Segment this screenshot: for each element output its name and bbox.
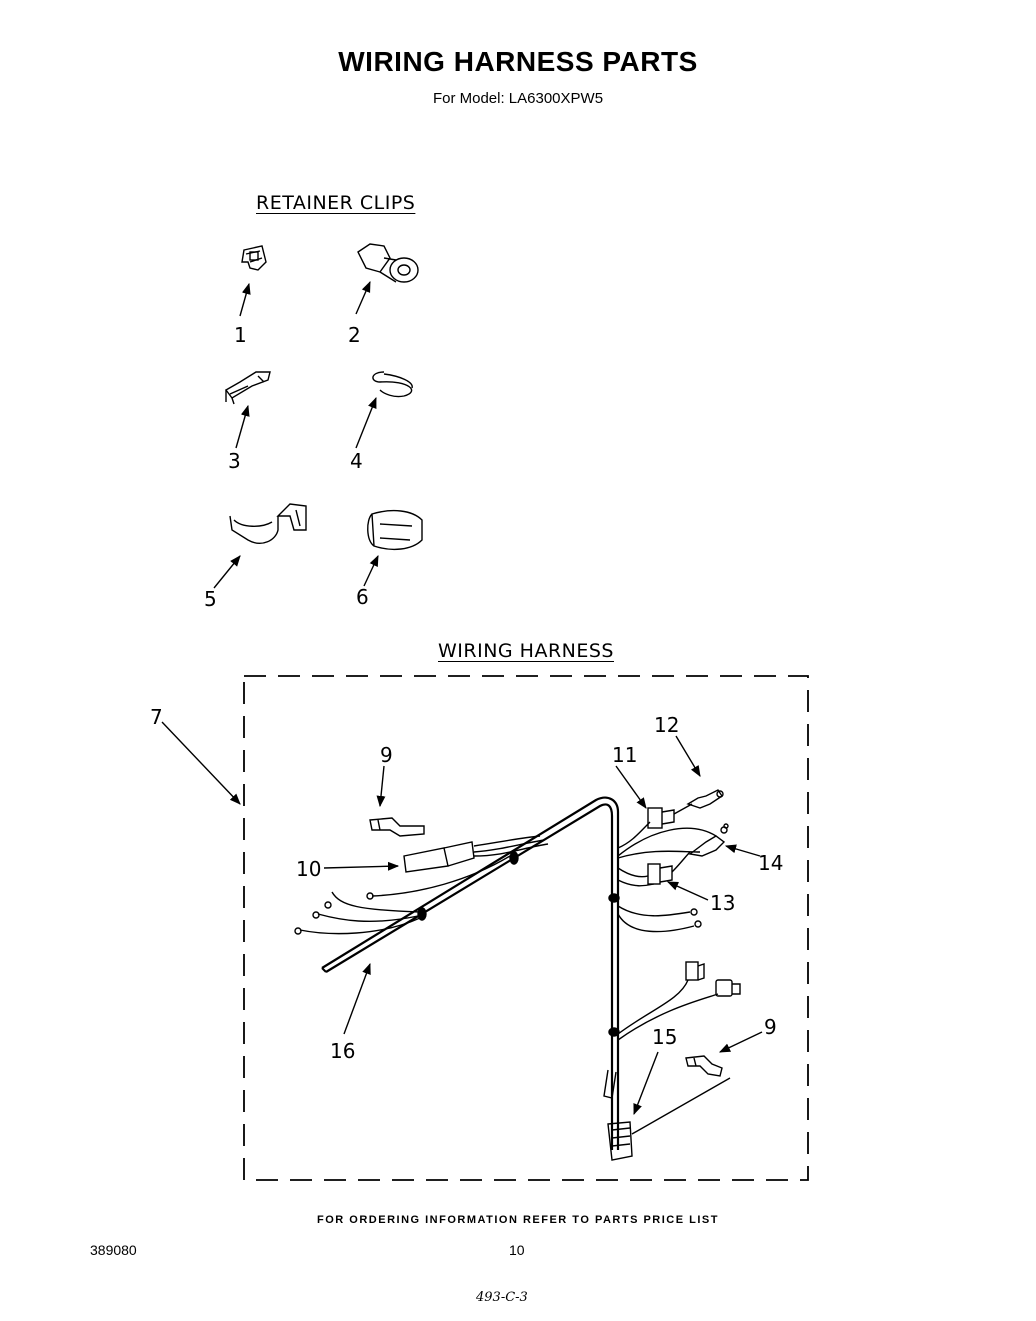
- model-subtitle: For Model: LA6300XPW5: [432, 90, 604, 107]
- harness-boundary-box: [244, 676, 808, 1180]
- retainer-clip-4-icon: [373, 372, 412, 397]
- terminal-14-branch: [618, 824, 728, 858]
- middle-right-wires: [618, 906, 701, 932]
- retainer-clips-heading: RETAINER CLIPS: [256, 192, 416, 214]
- wiring-harness-heading: WIRING HARNESS: [438, 640, 614, 662]
- connector-15: [608, 1078, 730, 1160]
- retainer-clip-2-icon: [358, 244, 418, 282]
- callout-1: 1: [234, 323, 247, 347]
- callout-10: 10: [296, 857, 322, 881]
- terminal-9-upper: [370, 818, 424, 836]
- page-title: WIRING HARNESS PARTS: [338, 46, 698, 77]
- callout-3: 3: [228, 449, 241, 473]
- document-number: 389080: [90, 1242, 137, 1258]
- handwritten-code: 493-C-3: [476, 1290, 528, 1305]
- callout-14: 14: [758, 851, 784, 875]
- connector-13-branch: [618, 852, 690, 886]
- callout-13: 13: [710, 891, 736, 915]
- callout-2: 2: [348, 323, 361, 347]
- callout-7: 7: [150, 705, 163, 729]
- connector-11-branch: [618, 804, 692, 848]
- retainer-clip-1-icon: [242, 246, 266, 270]
- callout-9-lower: 9: [764, 1015, 777, 1039]
- callout-5: 5: [204, 587, 217, 611]
- callout-9-upper: 9: [380, 743, 393, 767]
- callout-6: 6: [356, 585, 369, 609]
- callout-11: 11: [612, 743, 638, 767]
- lower-right-connectors: [618, 962, 740, 1040]
- callout-15: 15: [652, 1025, 678, 1049]
- retainer-clip-5-icon: [230, 504, 306, 543]
- terminal-9-lower: [686, 1056, 722, 1076]
- callout-12: 12: [654, 713, 680, 737]
- terminal-12: [688, 790, 723, 808]
- callout-16: 16: [330, 1039, 356, 1063]
- retainer-clip-6-icon: [368, 511, 422, 550]
- callout-4: 4: [350, 449, 363, 473]
- ordering-note: FOR ORDERING INFORMATION REFER TO PARTS PRICE LIST: [317, 1214, 719, 1226]
- retainer-clip-3-icon: [226, 372, 270, 404]
- page-number: 10: [509, 1242, 525, 1258]
